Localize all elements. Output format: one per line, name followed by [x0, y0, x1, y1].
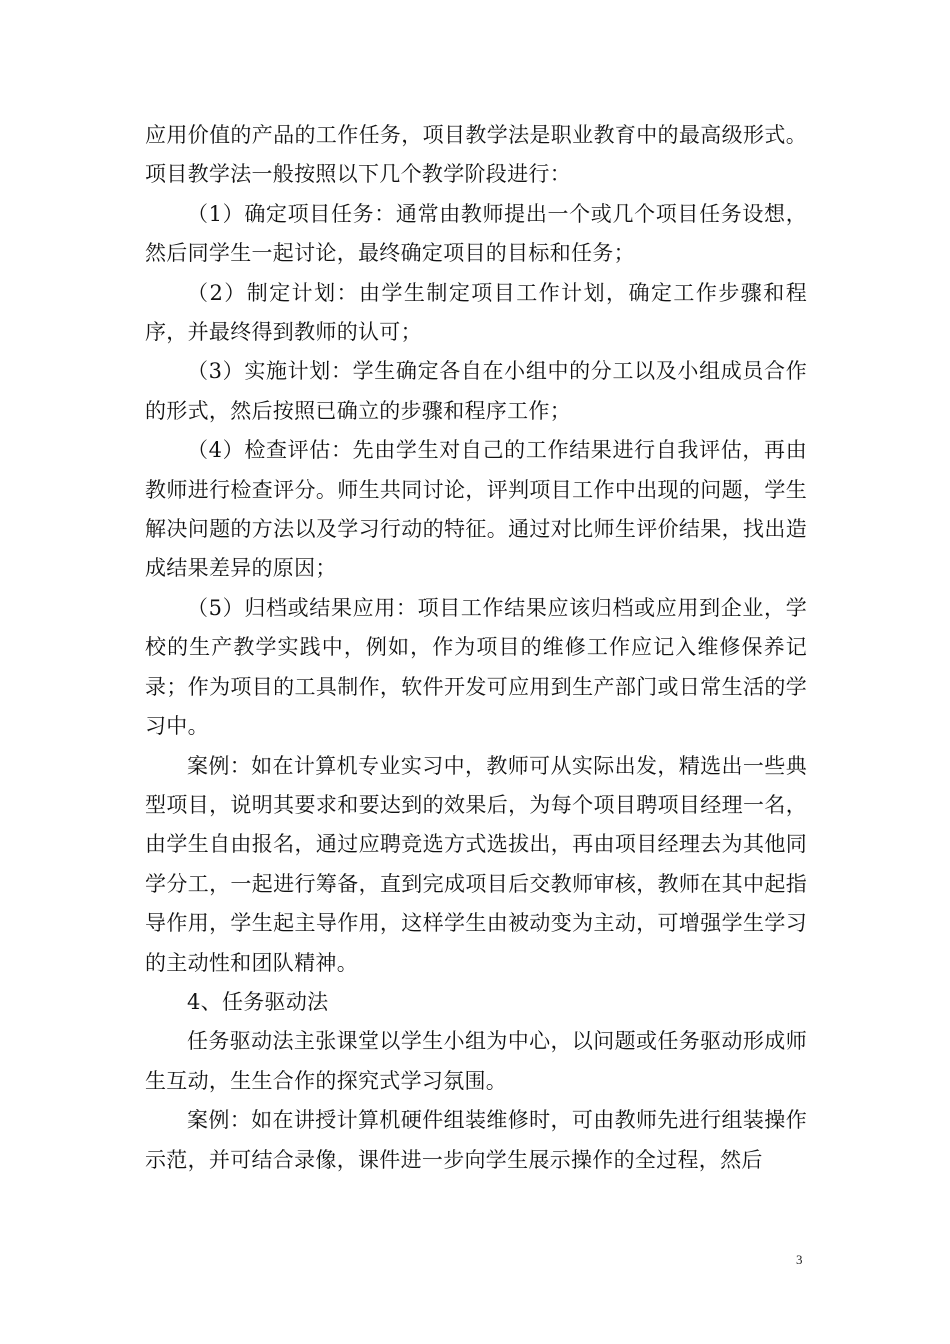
paragraph-case-2: 案例：如在讲授计算机硬件组装维修时，可由教师先进行组装操作示范，并可结合录像，课件进一步向学生展示操作的全过程，然后 — [145, 1108, 807, 1172]
paragraph-step-3: （3）实施计划：学生确定各自在小组中的分工以及小组成员合作的形式，然后按照已确立的步骤和程序工作； — [145, 359, 807, 423]
paragraph-step-4: （4）检查评估：先由学生对自己的工作结果进行自我评估，再由教师进行检查评分。师生共同讨论，评判项目工作中出现的问题，学生解决问题的方法以及学习行动的特征。通过对比师生评价结果，找出造成结果差异的原因； — [145, 438, 807, 581]
section-heading: 4、任务驱动法 — [187, 989, 329, 1014]
paragraph-case-1: 案例：如在计算机专业实习中，教师可从实际出发，精选出一些典型项目，说明其要求和要达到的效果后，为每个项目聘项目经理一名，由学生自由报名，通过应聘竞选方式选拔出，再由项目经理去为其他同学分工，一起进行筹备，直到完成项目后交教师审核，教师在其中起指导作用，学生起主导作用，这样学生由被动变为主动，可增强学生学习的主动性和团队精神。 — [145, 753, 807, 975]
paragraph-step-5: （5）归档或结果应用：项目工作结果应该归档或应用到企业，学校的生产教学实践中，例如，作为项目的维修工作应记入维修保养记录；作为项目的工具制作，软件开发可应用到生产部门或日常生活的学习中。 — [145, 595, 807, 739]
paragraph-intro: 应用价值的产品的工作任务，项目教学法是职业教育中的最高级形式。项目教学法一般按照以下几个教学阶段进行： — [145, 123, 807, 187]
paragraph-task-driven: 任务驱动法主张课堂以学生小组为中心，以问题或任务驱动形成师生互动，生生合作的探究式学习氛围。 — [145, 1029, 807, 1093]
paragraph-step-1: （1）确定项目任务：通常由教师提出一个或几个项目任务设想，然后同学生一起讨论，最终确定项目的目标和任务； — [145, 201, 807, 266]
page-number: 3 — [796, 1252, 803, 1267]
document-body — [145, 116, 807, 1180]
paragraph-step-2: （2）制定计划：由学生制定项目工作计划，确定工作步骤和程序，并最终得到教师的认可； — [145, 280, 807, 345]
